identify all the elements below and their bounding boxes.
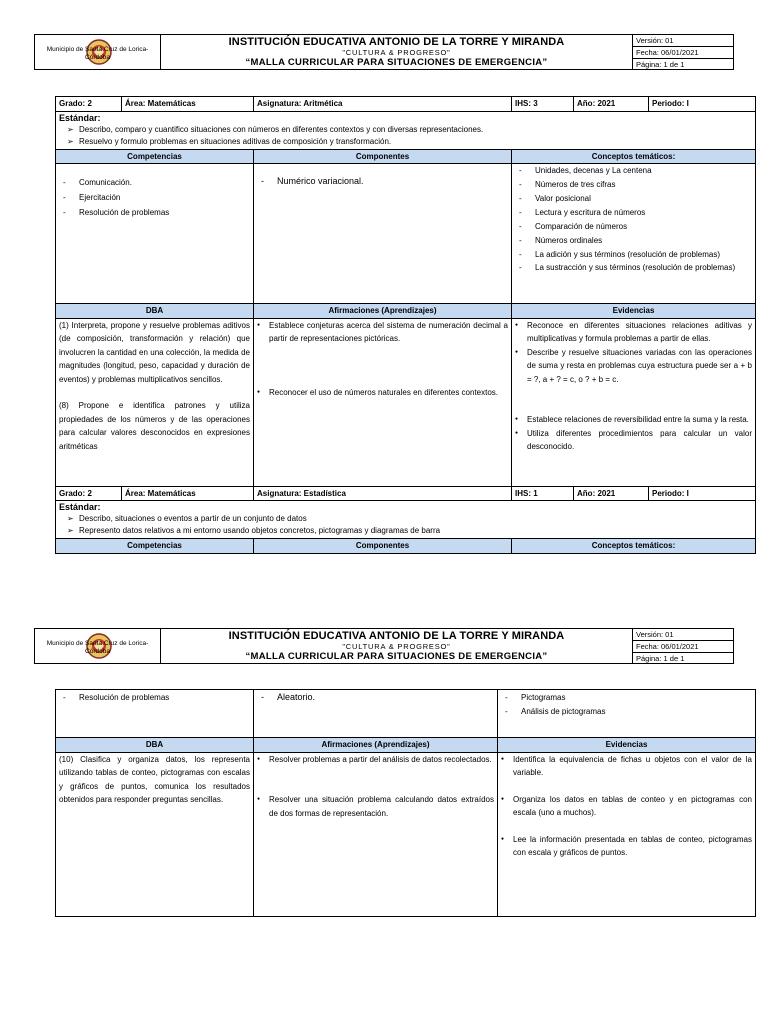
concepto-item: - Pictogramas [501,691,752,705]
concepto-item: - Unidades, decenas y La centena [515,164,752,178]
grado-cell: Grado: 2 [56,486,122,501]
municipality-label: Municipio de Santa Cruz de Lorica-Córdoba [46,46,149,61]
componente-item: - Aleatorio. [257,691,494,705]
version-label: Versión: 01 [633,35,733,47]
competencia-item: - Resolución de problemas [59,205,250,220]
afirmacion-item: ● Reconocer el uso de números naturales en diferentes contextos. [257,386,508,400]
afirmaciones-cell [254,318,512,486]
conceptos-cell [512,164,756,304]
estandar-row [56,501,756,539]
evidencia-item: ● Reconoce en diferentes situaciones relaciones aditivas y multiplicativas y formula problemas a partir de ellas. [515,319,752,346]
dba-header: DBA [56,738,254,753]
content-row [56,690,756,738]
evidencias-cell [512,318,756,486]
logo-cell [35,629,161,663]
periodo-cell: Periodo: I [649,486,756,501]
periodo-cell: Periodo: I [649,97,756,112]
dba-cell [56,752,254,916]
dba-paragraph: (8) Propone e identifica patrones y utiliza propiedades de los números y de las operaciones para calcular valores desconocidos en expresiones aritméticas [59,401,250,451]
dba-header: DBA [56,304,254,319]
municipality-label: Municipio de Santa Cruz de Lorica-Córdoba [46,640,149,655]
info-bar [56,97,756,112]
concepto-item: - Análisis de pictogramas [501,705,752,719]
concepto-item: - Lectura y escritura de números [515,206,752,220]
afirmacion-item: ● Resolver una situación problema calculando datos extraídos de dos formas de representación. [257,793,494,820]
ihs-cell: IHS: 3 [512,97,574,112]
dba-paragraph: (1) Interpreta, propone y resuelve problemas aditivos (de composición, transformación y relación) que involucren la cantidad en una colección, la medida de magnitudes (longitud, peso, capacidad y duración de eventos) y problemas multiplicativos sencillos. [59,320,250,384]
dba-cell [56,318,254,486]
document-header [34,628,734,664]
asignatura-cell: Asignatura: Aritmética [254,97,512,112]
evidencias-header: Evidencias [512,304,756,319]
document-header [34,34,734,70]
competencia-item: - Ejercitación [59,190,250,205]
institution-motto: "CULTURA & PROGRESO" [342,641,451,651]
afirmacion-item: ● Resolver problemas a partir del análisis de datos recolectados. [257,753,494,767]
conceptos-header: Conceptos temáticos: [512,149,756,164]
date-label: Fecha: 06/01/2021 [633,641,733,653]
estandar-label: Estándar: [59,502,101,512]
estandar-label: Estándar: [59,112,101,123]
evidencia-item: ● Lee la información presentada en tablas de conteo, pictogramas con escala y gráficos de puntos. [501,833,752,860]
version-label: Versión: 01 [633,629,733,641]
institution-motto: "CULTURA & PROGRESO" [342,47,451,57]
grado-cell: Grado: 2 [56,97,122,112]
concepto-item: - La sustracción y sus términos (resolución de problemas) [515,261,752,274]
evidencia-item: ● Organiza los datos en tablas de conteo y en pictogramas con escala (uno a muchos). [501,793,752,820]
concepto-item: - Números de tres cifras [515,178,752,192]
evidencias-cell [498,752,756,916]
evidencia-item: ● Utiliza diferentes procedimientos para calcular un valor desconocido. [515,427,752,454]
concepto-item: - Valor posicional [515,192,752,206]
estandar-item: ➢ Represento datos relativos a mi entorno usando objetos concretos, pictogramas y diagramas de barra [59,525,752,537]
area-cell: Área: Matemáticas [122,97,254,112]
afirmaciones-cell [254,752,498,916]
section-header-row [56,539,756,554]
componentes-header: Componentes [254,539,512,554]
asignatura-cell: Asignatura: Estadística [254,486,512,501]
afirmaciones-header: Afirmaciones (Aprendizajes) [254,738,498,753]
competencias-header: Competencias [56,539,254,554]
concepto-item: - La adición y sus términos (resolución de problemas) [515,248,752,261]
document-title: “MALLA CURRICULAR PARA SITUACIONES DE EMERGENCIA” [245,56,548,68]
institution-name: INSTITUCIÓN EDUCATIVA ANTONIO DE LA TORRE Y MIRANDA [228,35,565,48]
conceptos-cell [498,690,756,738]
evidencias-header: Evidencias [498,738,756,753]
evidencia-item: ● Establece relaciones de reversibilidad entre la suma y la resta. [515,413,752,427]
componentes-header: Componentes [254,149,512,164]
dba-row [56,752,756,916]
concepto-item: - Comparación de números [515,220,752,234]
meta-cell [633,35,733,69]
competencia-item: - Comunicación. [59,175,250,190]
section-header-row [56,738,756,753]
document-title: “MALLA CURRICULAR PARA SITUACIONES DE EMERGENCIA” [245,650,548,662]
afirmaciones-header: Afirmaciones (Aprendizajes) [254,304,512,319]
area-cell: Área: Matemáticas [122,486,254,501]
estandar-item: ➢ Describo, situaciones o eventos a partir de un conjunto de datos [59,513,752,525]
page-label: Página: 1 de 1 [636,60,685,69]
competencias-cell [56,690,254,738]
conceptos-header: Conceptos temáticos: [512,539,756,554]
concepto-item: - Números ordinales [515,234,752,248]
competencias-header: Competencias [56,149,254,164]
curriculum-table-2 [55,689,755,917]
meta-cell [633,629,733,663]
competencias-cell [56,164,254,304]
institution-name: INSTITUCIÓN EDUCATIVA ANTONIO DE LA TORRE Y MIRANDA [228,629,565,642]
competencia-item: - Resolución de problemas [59,691,250,705]
ihs-cell: IHS: 1 [512,486,574,501]
dba-row [56,318,756,486]
estandar-item: ➢ Describo, comparo y cuantifico situaciones con números en diferentes contextos y con diversas representaciones. [59,124,752,136]
estandar-row [56,111,756,149]
section-header-row [56,304,756,319]
curriculum-table-1 [55,96,755,554]
section-header-row [56,149,756,164]
logo-cell [35,35,161,69]
anio-cell: Año: 2021 [574,486,649,501]
content-row [56,164,756,304]
info-bar [56,486,756,501]
afirmacion-item: ● Establece conjeturas acerca del sistema de numeración decimal a partir de representaciones pictóricas. [257,319,508,346]
dba-paragraph: (10) Clasifica y organiza datos, los representa utilizando tablas de conteo, pictogramas con escalas y gráficos de puntos, comunica los resultados obtenidos para responder preguntas sencillas. [59,754,250,804]
title-cell [161,629,633,663]
componentes-cell [254,690,498,738]
date-label: Fecha: 06/01/2021 [633,47,733,59]
page-label: Página: 1 de 1 [636,654,685,663]
evidencia-item: ● Identifica la equivalencia de fichas u objetos con el valor de la variable. [501,753,752,780]
anio-cell: Año: 2021 [574,97,649,112]
componentes-cell [254,164,512,304]
componente-item: - Numérico variacional. [257,175,508,189]
title-cell [161,35,633,69]
estandar-item: ➢ Resuelvo y formulo problemas en situaciones aditivas de composición y transformación. [59,136,752,148]
evidencia-item: ● Describe y resuelve situaciones variadas con las operaciones de suma y resta en problemas cuya estructura puede ser a + b = ?, a + ? = c, o ? + b = c. [515,346,752,387]
